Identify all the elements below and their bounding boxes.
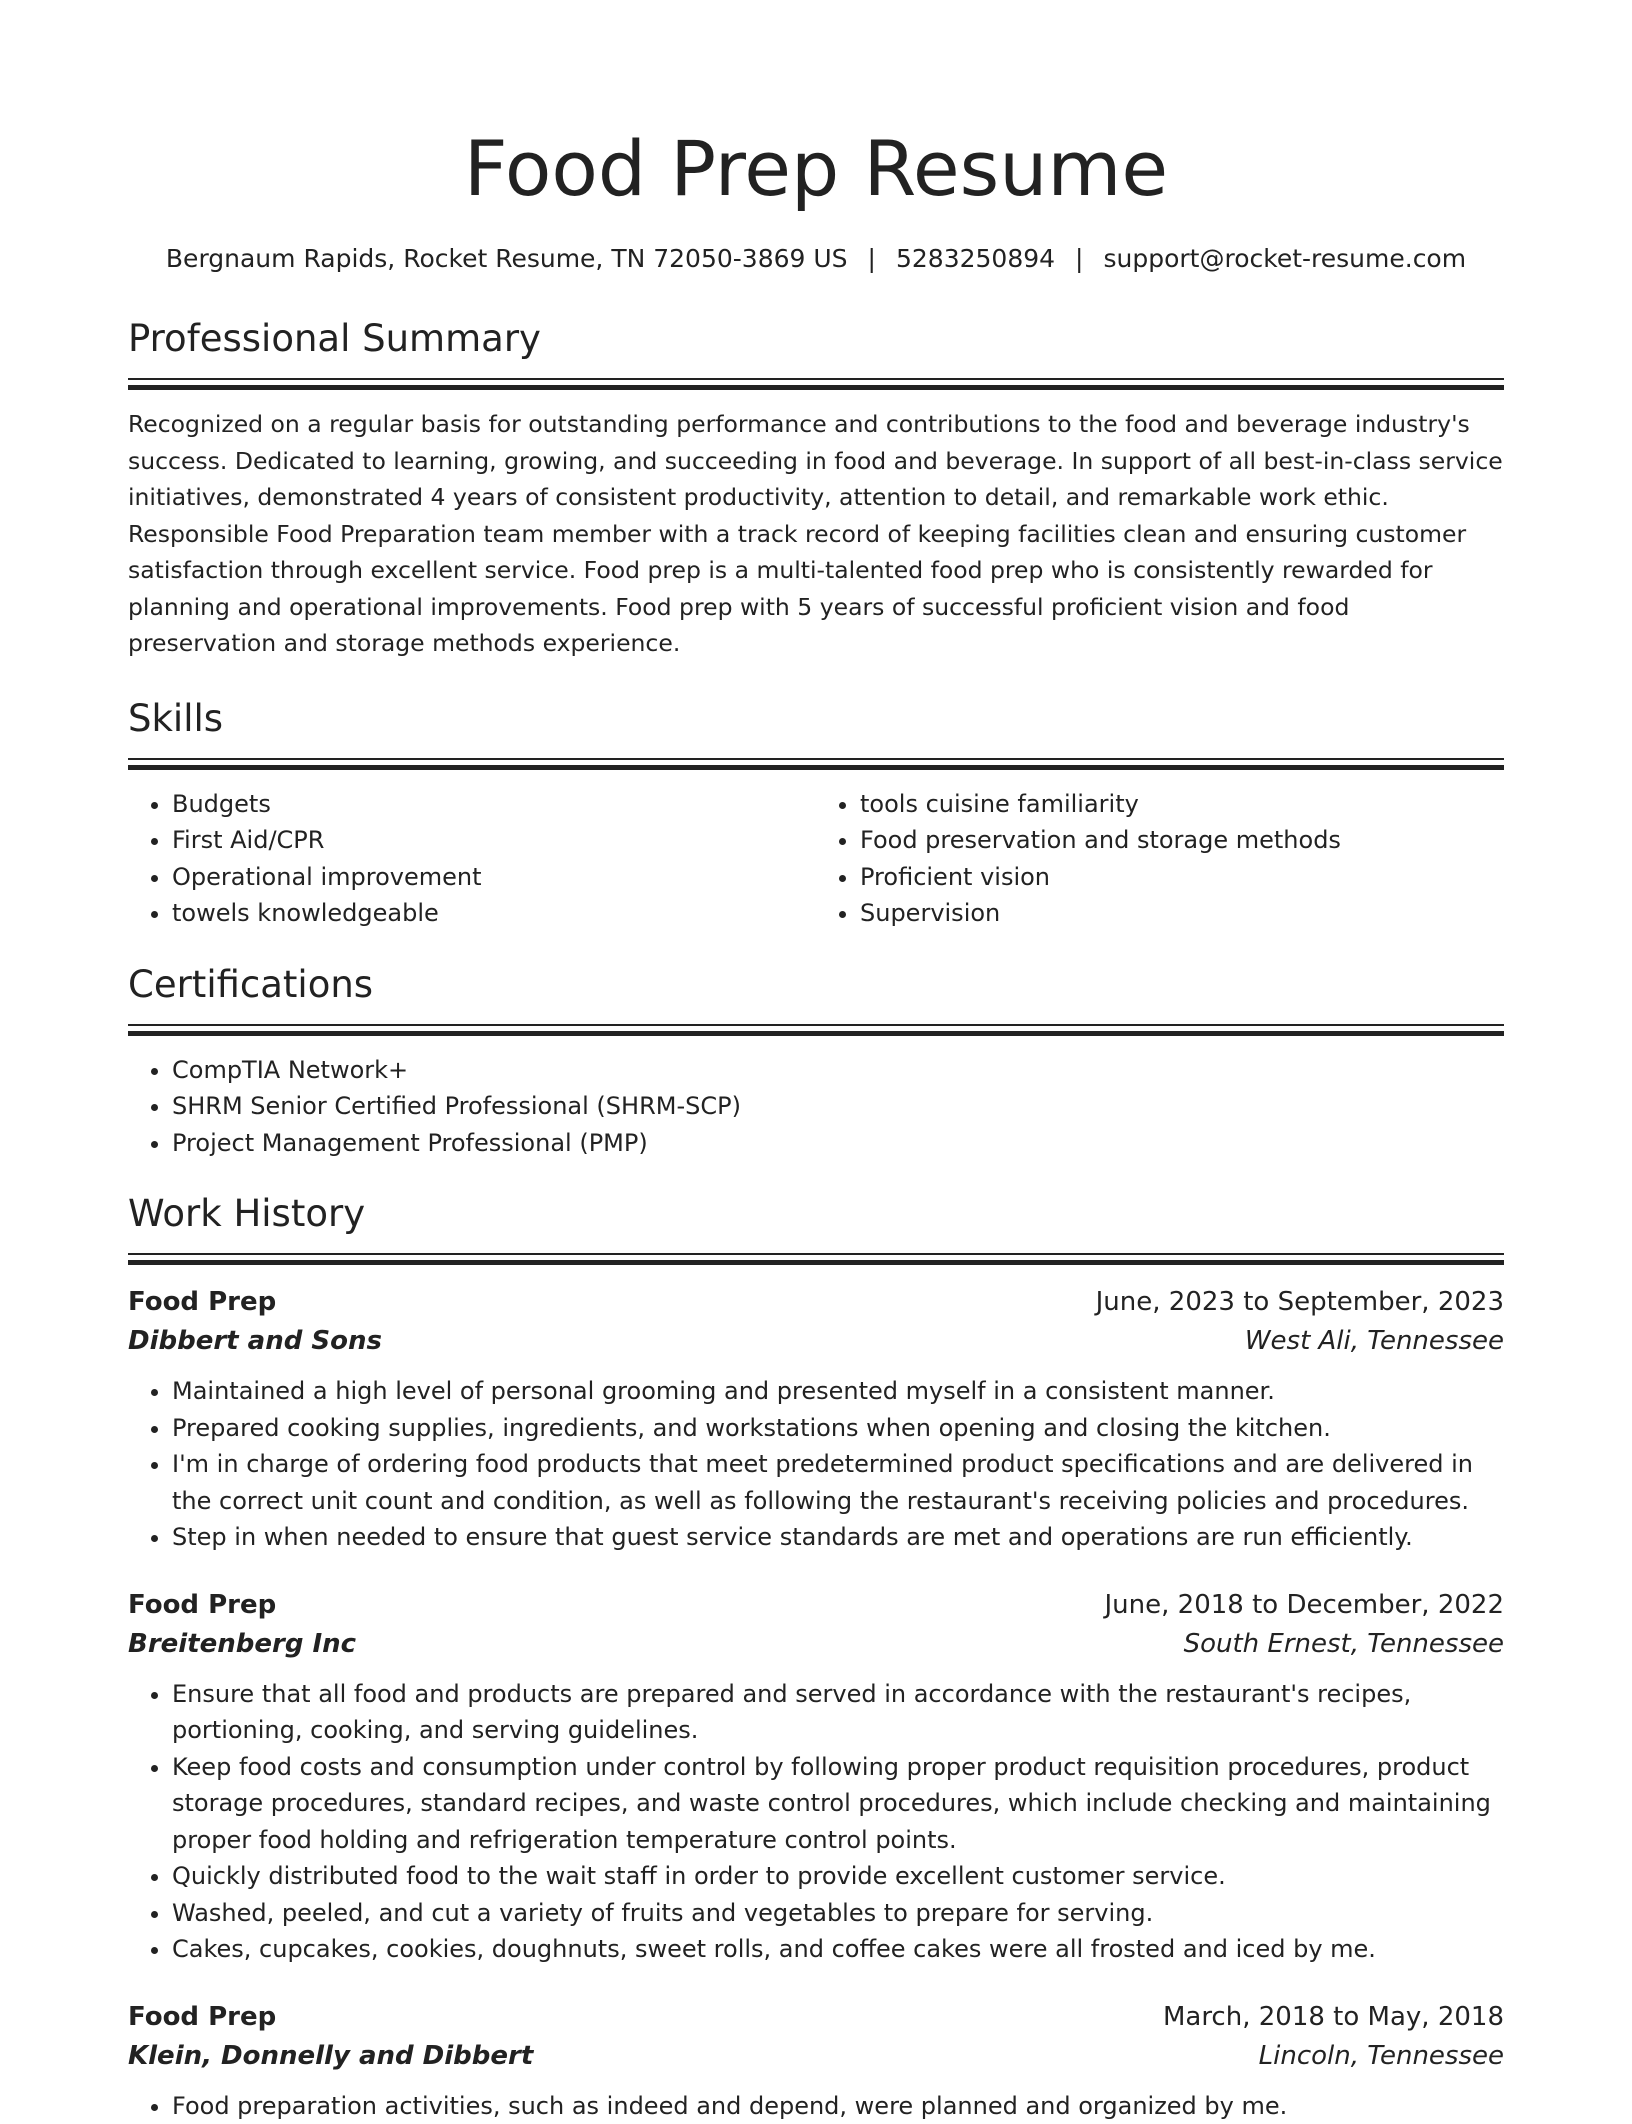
section-heading: Certifications bbox=[128, 962, 1504, 1008]
job-company: Klein, Donnelly and Dibbert bbox=[128, 2037, 533, 2076]
job-dates: June, 2018 to December, 2022 bbox=[1105, 1586, 1504, 1625]
work-history-section bbox=[128, 1191, 1504, 2124]
job-duty: • Ensure that all food and products are prepared and served in accordance with the restaurant's recipes, portioning, cooking, and serving guidelines. bbox=[172, 1676, 1504, 1749]
section-divider bbox=[128, 758, 1504, 770]
job-duty: • Washed, peeled, and cut a variety of fruits and vegetables to prepare for serving. bbox=[172, 1895, 1504, 1932]
job-entry bbox=[128, 1586, 1504, 1968]
job-header-row bbox=[128, 1998, 1504, 2037]
skills-grid bbox=[128, 770, 1504, 932]
certification-item: • SHRM Senior Certified Professional (SHRM-SCP) bbox=[172, 1088, 1504, 1125]
skill-item: • Budgets bbox=[172, 786, 816, 823]
job-dates: March, 2018 to May, 2018 bbox=[1163, 1998, 1504, 2037]
job-duty: • Prepared cooking supplies, ingredients, and workstations when opening and closing the kitchen. bbox=[172, 1410, 1504, 1447]
contact-separator: | bbox=[1075, 242, 1083, 276]
job-entry bbox=[128, 1283, 1504, 1556]
certifications-list bbox=[128, 1052, 1504, 1162]
section-heading: Skills bbox=[128, 696, 1504, 742]
job-duty: • Maintained a high level of personal grooming and presented myself in a consistent manner. bbox=[172, 1373, 1504, 1410]
job-company-row bbox=[128, 1625, 1504, 1664]
job-company-row bbox=[128, 2037, 1504, 2076]
contact-separator: | bbox=[868, 242, 876, 276]
skills-section bbox=[128, 696, 1504, 932]
skills-list-left bbox=[128, 786, 816, 932]
job-title: Food Prep bbox=[128, 1998, 276, 2037]
job-duty: • I'm in charge of ordering food products that meet predetermined product specifications and are delivered in the correct unit count and condition, as well as following the restaurant's receiving policies and procedures. bbox=[172, 1446, 1504, 1519]
contact-line bbox=[128, 242, 1504, 276]
certification-item: • CompTIA Network+ bbox=[172, 1052, 1504, 1089]
job-duties bbox=[128, 2088, 1504, 2124]
contact-phone: 5283250894 bbox=[896, 244, 1055, 273]
job-company-row bbox=[128, 1322, 1504, 1361]
skill-item: • tools cuisine familiarity bbox=[860, 786, 1504, 823]
job-duties bbox=[128, 1373, 1504, 1556]
job-duty: • Food preparation activities, such as indeed and depend, were planned and organized by me. bbox=[172, 2088, 1504, 2124]
certification-item: • Project Management Professional (PMP) bbox=[172, 1125, 1504, 1162]
job-location: South Ernest, Tennessee bbox=[1184, 1625, 1504, 1664]
job-dates: June, 2023 to September, 2023 bbox=[1096, 1283, 1504, 1322]
job-location: Lincoln, Tennessee bbox=[1259, 2037, 1504, 2076]
job-title: Food Prep bbox=[128, 1586, 276, 1625]
job-entry bbox=[128, 1998, 1504, 2124]
contact-address: Bergnaum Rapids, Rocket Resume, TN 72050-3869 US bbox=[166, 244, 848, 273]
skill-item: • Operational improvement bbox=[172, 859, 816, 896]
job-title: Food Prep bbox=[128, 1283, 276, 1322]
section-heading: Work History bbox=[128, 1191, 1504, 1237]
job-duty: • Quickly distributed food to the wait staff in order to provide excellent customer service. bbox=[172, 1858, 1504, 1895]
section-divider bbox=[128, 1024, 1504, 1036]
job-duty: • Step in when needed to ensure that guest service standards are met and operations are run efficiently. bbox=[172, 1519, 1504, 1556]
skill-item: • Supervision bbox=[860, 895, 1504, 932]
job-duties bbox=[128, 1676, 1504, 1968]
job-header-row bbox=[128, 1586, 1504, 1625]
job-duty: • Keep food costs and consumption under control by following proper product requisition procedures, product storage procedures, standard recipes, and waste control procedures, which include checking and maintaining proper food holding and refrigeration temperature control points. bbox=[172, 1749, 1504, 1859]
skill-item: • towels knowledgeable bbox=[172, 895, 816, 932]
skill-item: • First Aid/CPR bbox=[172, 822, 816, 859]
resume-page bbox=[128, 0, 1504, 2124]
job-location: West Ali, Tennessee bbox=[1245, 1322, 1504, 1361]
skills-list-right bbox=[816, 786, 1504, 932]
section-heading: Professional Summary bbox=[128, 316, 1504, 362]
job-header-row bbox=[128, 1283, 1504, 1322]
skill-item: • Proficient vision bbox=[860, 859, 1504, 896]
job-company: Breitenberg Inc bbox=[128, 1625, 356, 1664]
section-divider bbox=[128, 378, 1504, 390]
certifications-section bbox=[128, 962, 1504, 1162]
job-duty: • Cakes, cupcakes, cookies, doughnuts, sweet rolls, and coffee cakes were all frosted and iced by me. bbox=[172, 1931, 1504, 1968]
resume-title: Food Prep Resume bbox=[128, 120, 1504, 218]
job-company: Dibbert and Sons bbox=[128, 1322, 382, 1361]
section-divider bbox=[128, 1253, 1504, 1265]
skill-item: • Food preservation and storage methods bbox=[860, 822, 1504, 859]
summary-text: Recognized on a regular basis for outstanding performance and contributions to the food and beverage industry's success. Dedicated to learning, growing, and succeeding in food and beverage. In support of all best-in-class service initiatives, demonstrated 4 years of consistent productivity, attention to detail, and remarkable work ethic. Responsible Food Preparation team member with a track record of keeping facilities clean and ensuring customer satisfaction through excellent service. Food prep is a multi-talented food prep who is consistently rewarded for planning and operational improvements. Food prep with 5 years of successful proficient vision and food preservation and storage methods experience. bbox=[128, 406, 1504, 662]
contact-email: support@rocket-resume.com bbox=[1103, 244, 1466, 273]
summary-section bbox=[128, 316, 1504, 662]
